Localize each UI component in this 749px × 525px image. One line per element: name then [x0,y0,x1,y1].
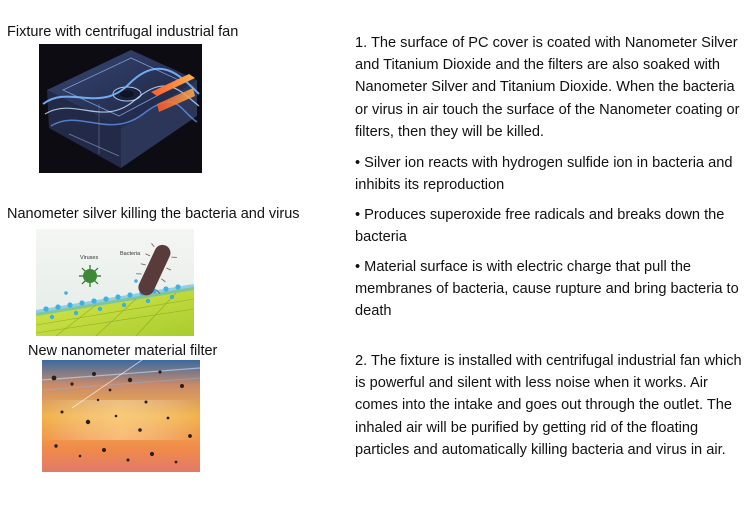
bullet-2-text: • Produces superoxide free radicals and breaks down the bacteria [355,207,725,246]
paragraph-1-text: 1. The surface of PC cover is coated with Nanometer Silver and Titanium Dioxide and the filters are also soaked with Nanometer Silver and Titanium Dioxide. When the bacteria or virus in air touch the surface of the Nanometer coating or filters, then they will be killed. [355,35,740,140]
fixture-image [39,44,202,173]
nanosilver-illustration [36,229,194,336]
filter-caption: New nanometer material filter [28,343,218,359]
viruses-label: Viruses [80,255,99,261]
description-paragraph-2 [355,350,745,461]
bullet-item [355,256,745,323]
fixture-illustration [39,44,202,173]
nanosilver-caption: Nanometer silver killing the bacteria and virus [7,206,300,222]
bacteria-label: Bacteria [120,251,141,257]
bullet-item [355,204,745,248]
bullet-1-text: • Silver ion reacts with hydrogen sulfide ion in bacteria and inhibits its reproduction [355,155,733,194]
paragraph-2-text: 2. The fixture is installed with centrifugal industrial fan which is powerful and silent with less noise when it works. Air comes into the intake and goes out through the outlet. The inhaled air will be purified by getting rid of the floating particles and automatically killing bacteria and virus in air. [355,353,742,458]
fixture-caption: Fixture with centrifugal industrial fan [7,24,239,40]
bullet-item [355,152,745,196]
description-paragraph-1 [355,32,745,143]
virus-icon [79,265,101,287]
nanosilver-image [36,229,194,336]
filter-image [42,360,200,472]
bullet-3-text: • Material surface is with electric charge that pull the membranes of bacteria, cause rupture and bring bacteria to death [355,259,739,320]
filter-illustration [42,360,200,472]
